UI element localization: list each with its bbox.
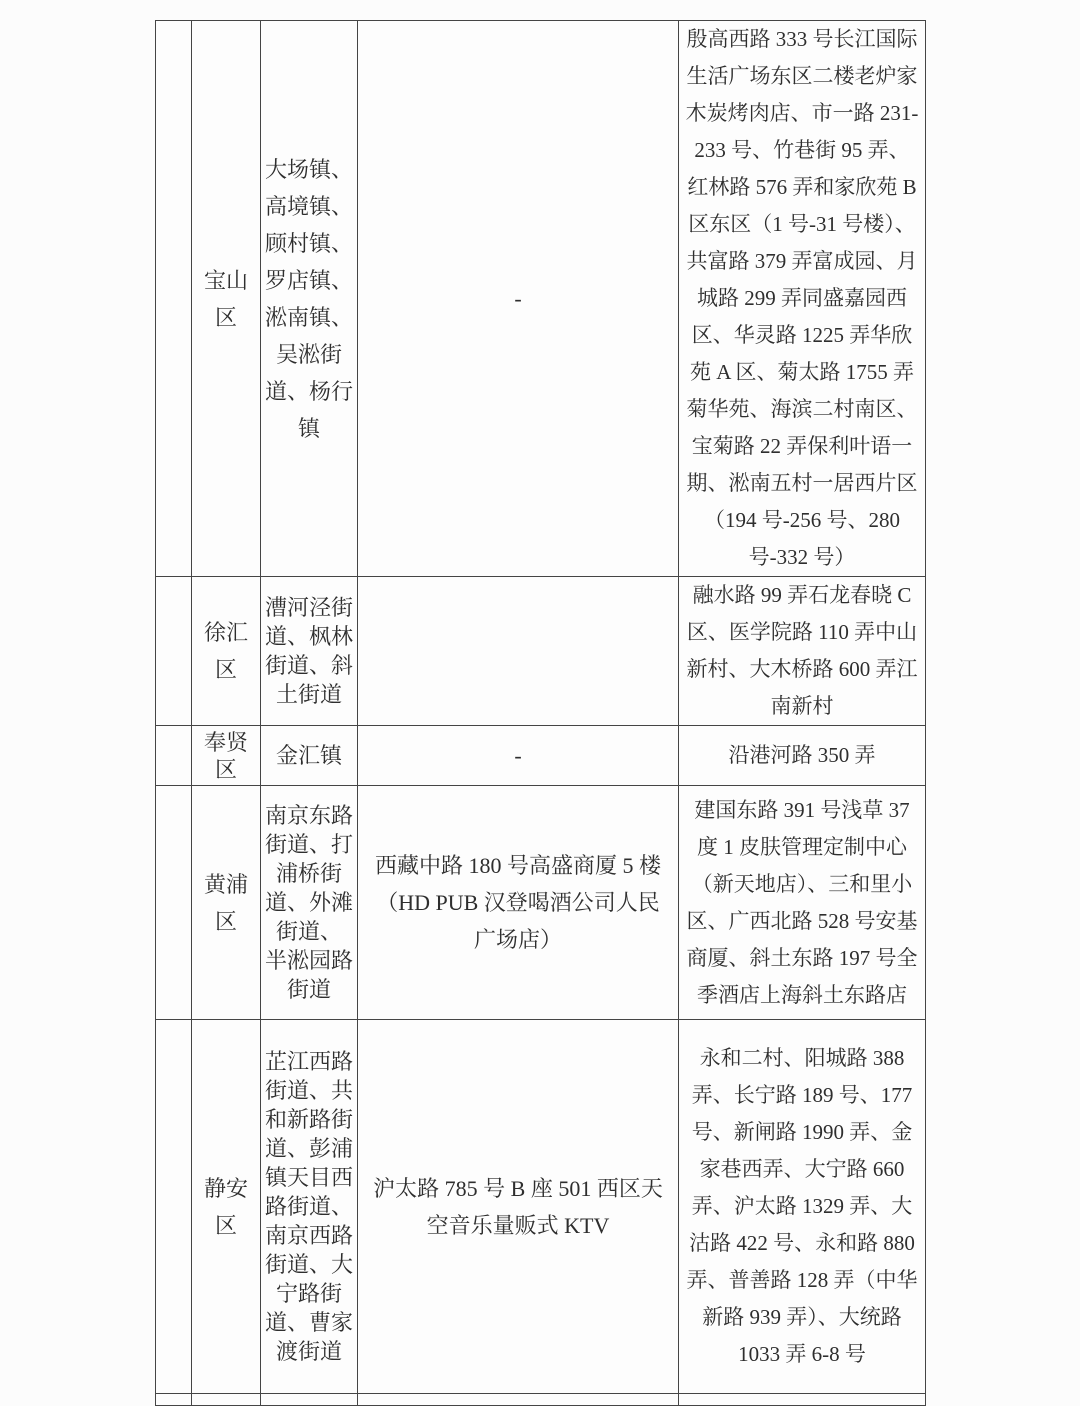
locations-text: 永和二村、阳城路 388 弄、长宁路 189 号、177 号、新闸路 1990 弄、金家巷西弄、大宁路 660 弄、沪太路 1329 弄、大沽路 422 号、永和路 880 弄、普善路 128 弄（中华新路 939 弄）、大统路 1033 弄 6-8 号 [686, 1046, 918, 1366]
district-name: 静安区 [203, 1175, 248, 1238]
venue-text: 沪太路 785 号 B 座 501 西区天空音乐量贩式 KTV [373, 1175, 663, 1238]
table-row-fengxian [156, 726, 926, 786]
locations-text: 建国东路 391 号浅草 37 度 1 皮肤管理定制中心（新天地店）、三和里小区、广西北路 528 号安基商厦、斜土东路 197 号全季酒店上海斜土东路店 [686, 797, 918, 1007]
locations-cell [679, 726, 926, 786]
towns-cell [261, 577, 358, 726]
index-cell [156, 786, 192, 1020]
table-row-clipped-stub [156, 1394, 926, 1406]
venue-cell [358, 21, 679, 577]
venue-text: - [514, 742, 522, 768]
district-cell [192, 1394, 261, 1406]
district-name: 徐汇区 [203, 620, 248, 682]
venue-cell [358, 577, 679, 726]
towns-cell [261, 1394, 358, 1406]
district-name: 宝山区 [203, 267, 248, 330]
towns-cell [261, 21, 358, 577]
locations-text: 殷高西路 333 号长江国际生活广场东区二楼老炉家木炭烤肉店、市一路 231-233 号、竹巷街 95 弄、红林路 576 弄和家欣苑 B 区东区（1 号-31 号楼）、共富路 379 弄富成园、月城路 299 弄同盛嘉园西区、华灵路 1225 弄华欣苑 A 区、菊太路 1755 弄菊华苑、海滨二村南区、宝菊路 22 弄保利叶语一期、淞南五村一居西片区（194 号-256 号、280 号-332 号） [685, 27, 919, 569]
locations-cell [679, 1394, 926, 1406]
district-cell [192, 577, 261, 726]
venue-cell [358, 1020, 679, 1394]
venue-cell [358, 726, 679, 786]
locations-cell [679, 786, 926, 1020]
venue-cell [358, 786, 679, 1020]
table-row-jingan [156, 1020, 926, 1394]
district-name: 奉贤区 [203, 729, 248, 782]
towns-text: 南京东路街道、打浦桥街道、外滩街道、 半淞园路街道 [264, 803, 353, 1002]
towns-cell [261, 1020, 358, 1394]
table-row-xuhui [156, 577, 926, 726]
locations-text: 沿港河路 350 弄 [728, 743, 876, 767]
locations-cell [679, 577, 926, 726]
towns-text: 金汇镇 [275, 743, 342, 768]
district-area-table [155, 20, 926, 1406]
towns-cell [261, 726, 358, 786]
table-row-huangpu [156, 786, 926, 1020]
district-cell [192, 726, 261, 786]
towns-text: 芷江西路街道、共和新路街道、彭浦镇天目西路街道、南京西路街道、大宁路街道、曹家渡街道 [264, 1049, 353, 1364]
index-cell [156, 726, 192, 786]
venue-cell [358, 1394, 679, 1406]
index-cell [156, 21, 192, 577]
locations-cell [679, 1020, 926, 1394]
locations-cell [679, 21, 926, 577]
towns-text: 漕河泾街道、枫林街道、斜土街道 [264, 595, 353, 707]
index-cell [156, 1394, 192, 1406]
venue-text: - [514, 285, 522, 311]
district-cell [192, 786, 261, 1020]
district-cell [192, 21, 261, 577]
venue-text: 西藏中路 180 号高盛商厦 5 楼（HD PUB 汉登喝酒公司人民广场店） [374, 853, 661, 952]
index-cell [156, 1020, 192, 1394]
district-cell [192, 1020, 261, 1394]
district-name: 黄浦区 [203, 871, 248, 934]
towns-text: 大场镇、高境镇、顾村镇、罗店镇、淞南镇、吴淞街道、杨行镇 [264, 156, 353, 441]
locations-text: 融水路 99 弄石龙春晓 C 区、医学院路 110 弄中山新村、大木桥路 600 弄江南新村 [686, 583, 918, 718]
index-cell [156, 577, 192, 726]
table-row-baoshan [156, 21, 926, 577]
towns-cell [261, 786, 358, 1020]
